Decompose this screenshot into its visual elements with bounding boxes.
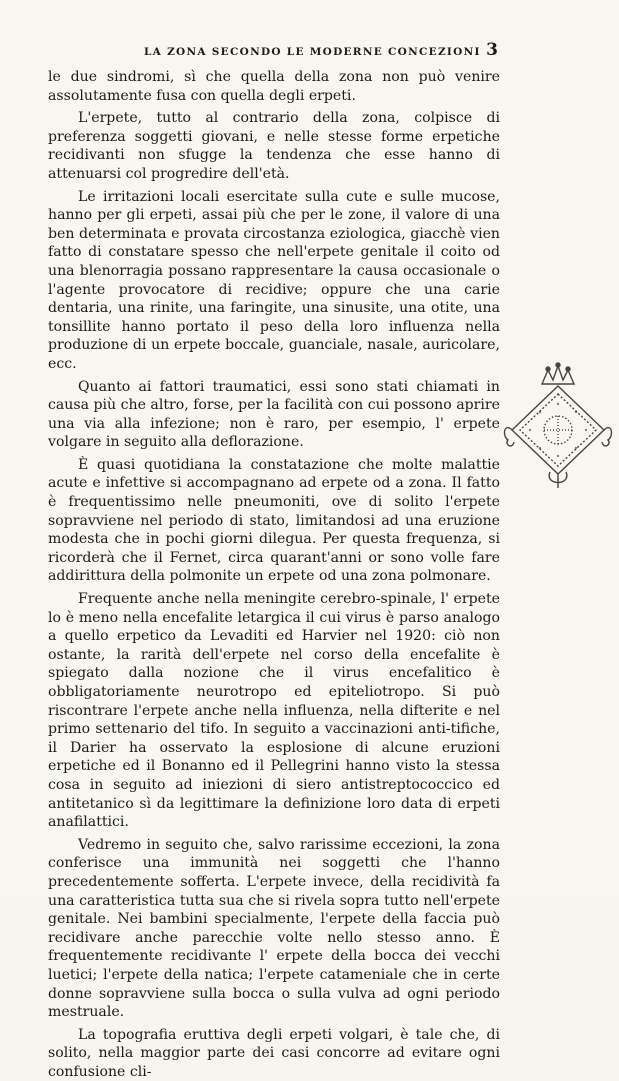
paragraph: le due sindromi, sì che quella della zona non può venire assolutamente fusa con quella degli erpeti. xyxy=(48,69,500,104)
paragraph: La topografia eruttiva degli erpeti volgari, è tale che, di solito, nella maggior parte dei casi concorre ad evitare ogni confusione cli- xyxy=(48,1026,500,1080)
paragraph: Vedremo in seguito che, salvo rarissime eccezioni, la zona conferisce una immunità nei soggetti che l'hanno precedentemente sofferta. L'erpete invece, della recidività fa una caratteristica tutta sua che si rivela sopra tutto nell'erpete genitale. Nei bambini specialmente, l'erpete della faccia può recidivare anche parecchie volte nello stesso anno. È frequentemente recidivante l' erpete della bocca dei vecchi luetici; l'erpete della natica; l'erpete catameniale che in certe donne sopravviene sulla bocca o sulla vulva ad ogni periodo mestruale. xyxy=(48,836,500,1021)
page-header xyxy=(48,40,498,60)
page-number: 3 xyxy=(486,40,498,60)
paragraph: Le irritazioni locali esercitate sulla cute e sulle mucose, hanno per gli erpeti, assai più che per le zone, il valore di una ben determinata e provata circostanza eziologica, giacchè vien fatto di constatare spesso che nell'erpete genitale il coito od una blenorragia possano rappresentare la causa occasionale o l'agente provocatore di recidive; oppure che una carie dentaria, una rinite, una faringite, una sinusite, una otite, una tonsillite hanno portato il peso della loro influenza nella produzione di un erpete boccale, guanciale, nasale, auricolare, ecc. xyxy=(48,188,500,372)
library-stamp-icon xyxy=(500,362,616,490)
body-text xyxy=(48,68,500,1081)
paragraph: È quasi quotidiana la constatazione che molte malattie acute e infettive si accompagnano ad erpete od a zona. Il fatto è frequentissimo nelle pneumoniti, ove di solito l'erpete sopravviene nel periodo di stato, limitandosi ad una eruzione modesta che in pochi giorni dilegua. Per questa frequenza, si ricorderà che il Fernet, circa quarant'anni or sono volle fare addirittura della polmonite un erpete od una zona polmonare. xyxy=(48,456,500,585)
paragraph: L'erpete, tutto al contrario della zona, colpisce di preferenza soggetti giovani, e nelle stesse forme erpetiche recidivanti non sfugge la tendenza che esse hanno di attenuarsi col progredire dell'età. xyxy=(48,110,500,182)
running-title: LA ZONA SECONDO LE MODERNE CONCEZIONI xyxy=(144,46,481,58)
paragraph: Quanto ai fattori traumatici, essi sono stati chiamati in causa più che altro, forse, per la facilità con cui possono aprire una via alla infezione; non è raro, per esempio, l' erpete volgare in seguito alla deflorazione. xyxy=(48,378,500,451)
paragraph: Frequente anche nella meningite cerebro-spinale, l' erpete lo è meno nella encefalite letargica il cui virus è parso analogo a quello erpetico da Levaditi ed Harvier nel 1920: ciò non ostante, la rarità dell'erpete nel corso della encefalite è spiegato dalla nozione che il virus encefalitico è obbligatoriamente neurotropo ed epiteliotropo. Si può riscontrare l'erpete anche nella influenza, nella difterite e nel primo settenario del tifo. In seguito a vaccinazioni anti-tifiche, il Darier ha osservato la esplosione di alcune eruzioni erpetiche ed il Bonanno ed il Pellegrini hanno visto la stessa cosa in seguito ad iniezioni di siero antistreptococcico ed antitetanico sì da legittimare la definizione loro data di erpeti anafilattici. xyxy=(48,591,500,831)
